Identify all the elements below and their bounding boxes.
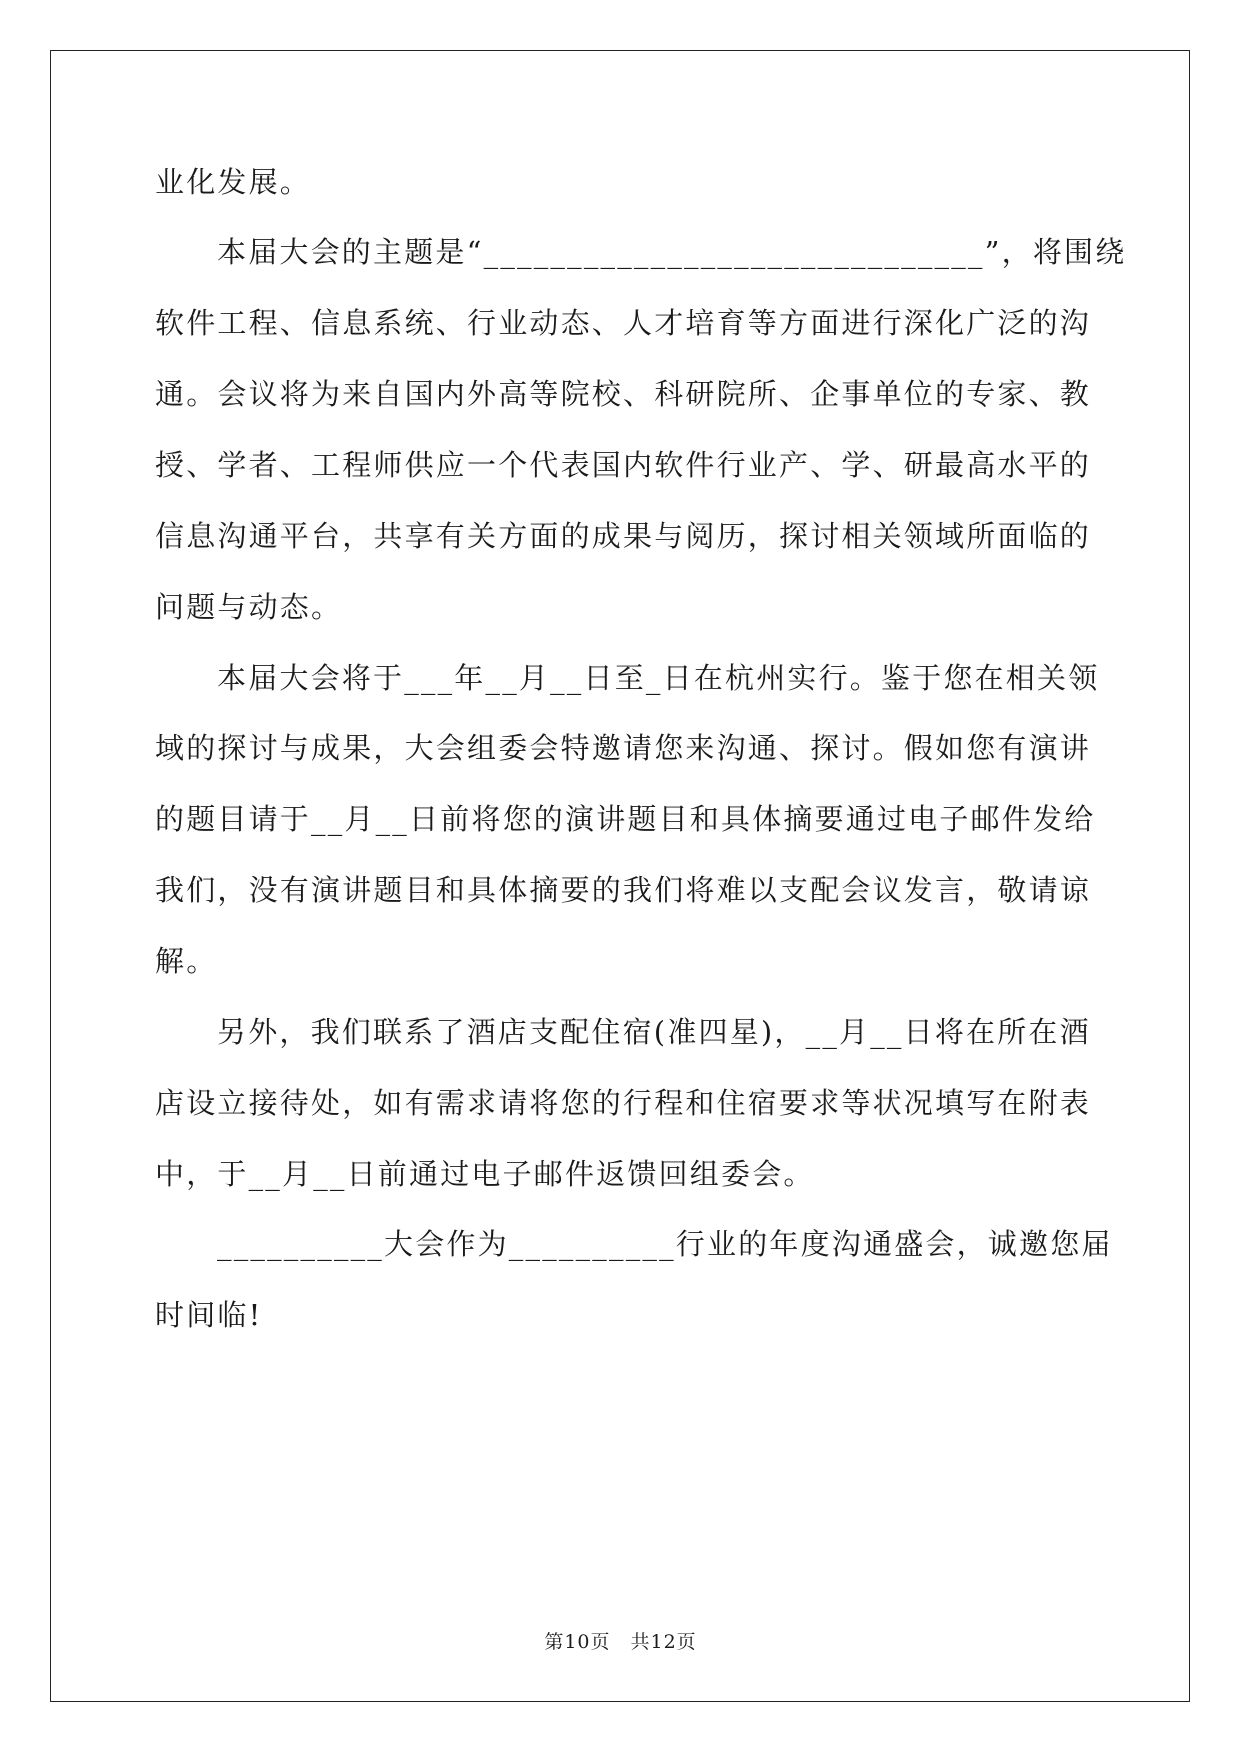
text-line: 解。: [155, 944, 218, 978]
text-line: 我们，没有演讲题目和具体摘要的我们将难以支配会议发言，敬请谅: [155, 873, 1092, 907]
paragraph-start-line: __________大会作为__________行业的年度沟通盛会，诚邀您届: [217, 1227, 1113, 1261]
text-line: 店设立接待处，如有需求请将您的行程和住宿要求等状况填写在附表: [155, 1086, 1092, 1120]
text-line: 软件工程、信息系统、行业动态、人才培育等方面进行深化广泛的沟: [155, 306, 1092, 340]
paragraph-start-line: 另外，我们联系了酒店支配住宿(准四星)，__月__日将在所在酒: [217, 1015, 1091, 1049]
paragraph-start-line: 本届大会的主题是“______________________________”，将围绕: [217, 235, 1127, 269]
text-line: 信息沟通平台，共享有关方面的成果与阅历，探讨相关领域所面临的: [155, 519, 1092, 553]
text-line: 问题与动态。: [155, 590, 343, 624]
text-line: 授、学者、工程师供应一个代表国内软件行业产、学、研最高水平的: [155, 448, 1092, 482]
text-line: 的题目请于__月__日前将您的演讲题目和具体摘要通过电子邮件发给: [155, 802, 1096, 836]
paragraph-start-line: 本届大会将于___年__月__日至_日在杭州实行。鉴于您在相关领: [217, 661, 1100, 695]
text-line: 中，于__月__日前通过电子邮件返馈回组委会。: [155, 1157, 815, 1191]
text-line: 通。会议将为来自国内外高等院校、科研院所、企事单位的专家、教: [155, 377, 1092, 411]
text-line: 域的探讨与成果，大会组委会特邀请您来沟通、探讨。假如您有演讲: [155, 731, 1092, 765]
page-number-footer: 第10页 共12页: [544, 1631, 697, 1653]
text-line: 业化发展。: [155, 165, 312, 199]
text-line: 时间临!: [155, 1298, 263, 1332]
